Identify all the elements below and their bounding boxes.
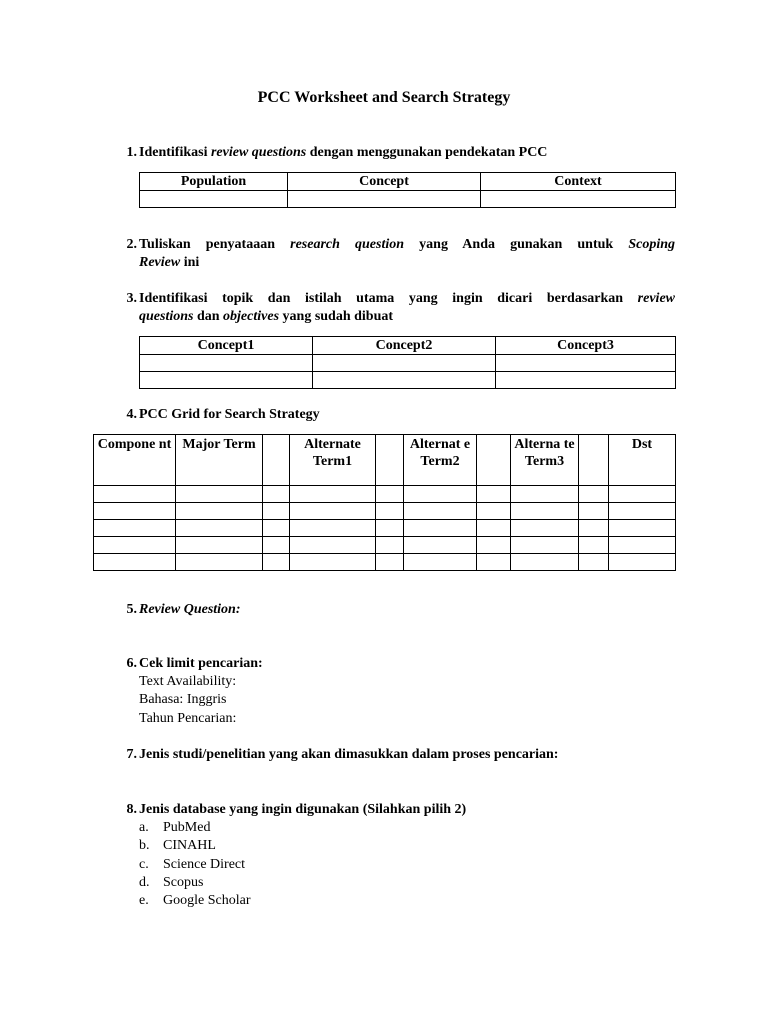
database-option[interactable]: b. CINAHL — [139, 838, 216, 854]
grid-cell[interactable] — [477, 520, 511, 537]
grid-cell[interactable] — [176, 486, 263, 503]
section-8 — [115, 801, 467, 819]
grid-cell[interactable] — [263, 520, 290, 537]
section-8-number: 8. — [126, 802, 137, 817]
grid-cell[interactable] — [511, 503, 579, 520]
section-7 — [115, 746, 559, 764]
grid-row — [94, 537, 676, 554]
section-4 — [115, 406, 320, 424]
grid-header-alt-term-2: Alternat e Term2 — [404, 435, 477, 486]
database-list — [139, 819, 250, 910]
grid-cell[interactable] — [404, 554, 477, 571]
concept-cell[interactable] — [140, 372, 313, 389]
grid-cell[interactable] — [609, 520, 676, 537]
grid-cell[interactable] — [94, 503, 176, 520]
grid-row — [94, 486, 676, 503]
grid-cell[interactable] — [511, 537, 579, 554]
section-4-number: 4. — [126, 407, 137, 422]
grid-cell[interactable] — [263, 503, 290, 520]
pcc-header-context: Context — [481, 173, 676, 191]
search-grid-table — [93, 434, 676, 571]
grid-row — [94, 554, 676, 571]
concept-header-1: Concept1 — [140, 337, 313, 355]
grid-cell[interactable] — [579, 520, 609, 537]
grid-cell[interactable] — [176, 503, 263, 520]
section-7-number: 7. — [126, 747, 137, 762]
grid-cell[interactable] — [376, 486, 404, 503]
section-7-label: Jenis studi/penelitian yang akan dimasukkan dalam proses pencarian: — [139, 747, 559, 762]
section-5-label: Review Question: — [139, 602, 241, 617]
database-option[interactable]: a. PubMed — [139, 820, 211, 835]
section-6 — [115, 655, 263, 673]
section-1-number: 1. — [126, 145, 137, 160]
grid-cell[interactable] — [404, 520, 477, 537]
section-6-label: Cek limit pencarian: — [139, 656, 263, 671]
section-6-number: 6. — [126, 656, 137, 671]
section-1 — [115, 144, 548, 162]
section-5 — [115, 601, 241, 619]
grid-header-spacer — [477, 435, 511, 486]
section-3-line-1: Identifikasi topik dan istilah utama yang ingin dicari berdasarkan review — [139, 291, 675, 306]
grid-header-spacer — [376, 435, 404, 486]
grid-cell[interactable] — [94, 537, 176, 554]
grid-header-major-term: Major Term — [176, 435, 263, 486]
grid-cell[interactable] — [609, 537, 676, 554]
grid-cell[interactable] — [94, 554, 176, 571]
grid-cell[interactable] — [609, 503, 676, 520]
page-title: PCC Worksheet and Search Strategy — [257, 89, 511, 106]
limit-year: Tahun Pencarian: — [139, 710, 237, 726]
grid-cell[interactable] — [290, 486, 376, 503]
concept-cell[interactable] — [496, 372, 676, 389]
section-3-number: 3. — [126, 291, 137, 306]
concept-header-2: Concept2 — [313, 337, 496, 355]
section-4-label: PCC Grid for Search Strategy — [139, 407, 320, 422]
grid-cell[interactable] — [404, 486, 477, 503]
grid-cell[interactable] — [263, 537, 290, 554]
grid-cell[interactable] — [290, 537, 376, 554]
grid-cell[interactable] — [511, 554, 579, 571]
grid-cell[interactable] — [94, 486, 176, 503]
pcc-cell[interactable] — [288, 191, 481, 208]
section-2-number: 2. — [126, 237, 137, 252]
grid-header-alt-term-3: Alterna te Term3 — [511, 435, 579, 486]
database-option[interactable]: d. Scopus — [139, 874, 204, 890]
concept-cell[interactable] — [313, 372, 496, 389]
section-2-line-1: Tuliskan penyataaan research question yang Anda gunakan untuk Scoping — [139, 237, 675, 252]
grid-cell[interactable] — [290, 520, 376, 537]
limit-language: Bahasa: Inggris — [139, 692, 227, 708]
grid-row — [94, 503, 676, 520]
grid-cell[interactable] — [176, 537, 263, 554]
section-3-line-2: questions dan objectives yang sudah dibuat — [139, 309, 394, 324]
grid-cell[interactable] — [579, 503, 609, 520]
grid-cell[interactable] — [579, 554, 609, 571]
grid-cell[interactable] — [376, 503, 404, 520]
pcc-cell[interactable] — [140, 191, 288, 208]
limit-text-availability: Text Availability: — [139, 674, 237, 689]
grid-header-alt-term-1: Alternate Term1 — [290, 435, 376, 486]
grid-cell[interactable] — [404, 503, 477, 520]
grid-cell[interactable] — [477, 554, 511, 571]
grid-header-spacer — [263, 435, 290, 486]
database-option[interactable]: c. Science Direct — [139, 856, 246, 872]
grid-cell[interactable] — [376, 537, 404, 554]
grid-cell[interactable] — [376, 554, 404, 571]
grid-cell[interactable] — [579, 486, 609, 503]
section-2-line-2: Review ini — [139, 255, 200, 270]
grid-cell[interactable] — [511, 486, 579, 503]
concept-cell[interactable] — [140, 355, 313, 372]
grid-cell[interactable] — [404, 537, 477, 554]
grid-cell[interactable] — [290, 554, 376, 571]
pcc-cell[interactable] — [481, 191, 676, 208]
grid-cell[interactable] — [290, 503, 376, 520]
section-1-text: Identifikasi review questions dengan menggunakan pendekatan PCC — [139, 145, 548, 160]
grid-cell[interactable] — [263, 486, 290, 503]
grid-cell[interactable] — [609, 554, 676, 571]
grid-cell[interactable] — [477, 537, 511, 554]
database-option[interactable]: e. Google Scholar — [139, 893, 251, 909]
grid-cell[interactable] — [94, 520, 176, 537]
limit-list — [139, 673, 236, 728]
section-5-number: 5. — [126, 602, 137, 617]
section-8-label: Jenis database yang ingin digunakan (Silahkan pilih 2) — [139, 802, 467, 817]
section-2 — [115, 236, 675, 270]
concept-table — [139, 336, 676, 389]
grid-cell[interactable] — [477, 486, 511, 503]
grid-header-spacer — [579, 435, 609, 486]
grid-cell[interactable] — [176, 520, 263, 537]
grid-cell[interactable] — [579, 537, 609, 554]
grid-cell[interactable] — [376, 520, 404, 537]
grid-cell[interactable] — [176, 554, 263, 571]
grid-cell[interactable] — [263, 554, 290, 571]
pcc-header-concept: Concept — [288, 173, 481, 191]
grid-header-dst: Dst — [609, 435, 676, 486]
grid-cell[interactable] — [477, 503, 511, 520]
pcc-table — [139, 172, 676, 208]
concept-cell[interactable] — [496, 355, 676, 372]
section-3 — [115, 290, 675, 324]
grid-header-component: Compone nt — [94, 435, 176, 486]
concept-cell[interactable] — [313, 355, 496, 372]
pcc-header-population: Population — [140, 173, 288, 191]
grid-row — [94, 520, 676, 537]
grid-cell[interactable] — [609, 486, 676, 503]
concept-header-3: Concept3 — [496, 337, 676, 355]
grid-cell[interactable] — [511, 520, 579, 537]
